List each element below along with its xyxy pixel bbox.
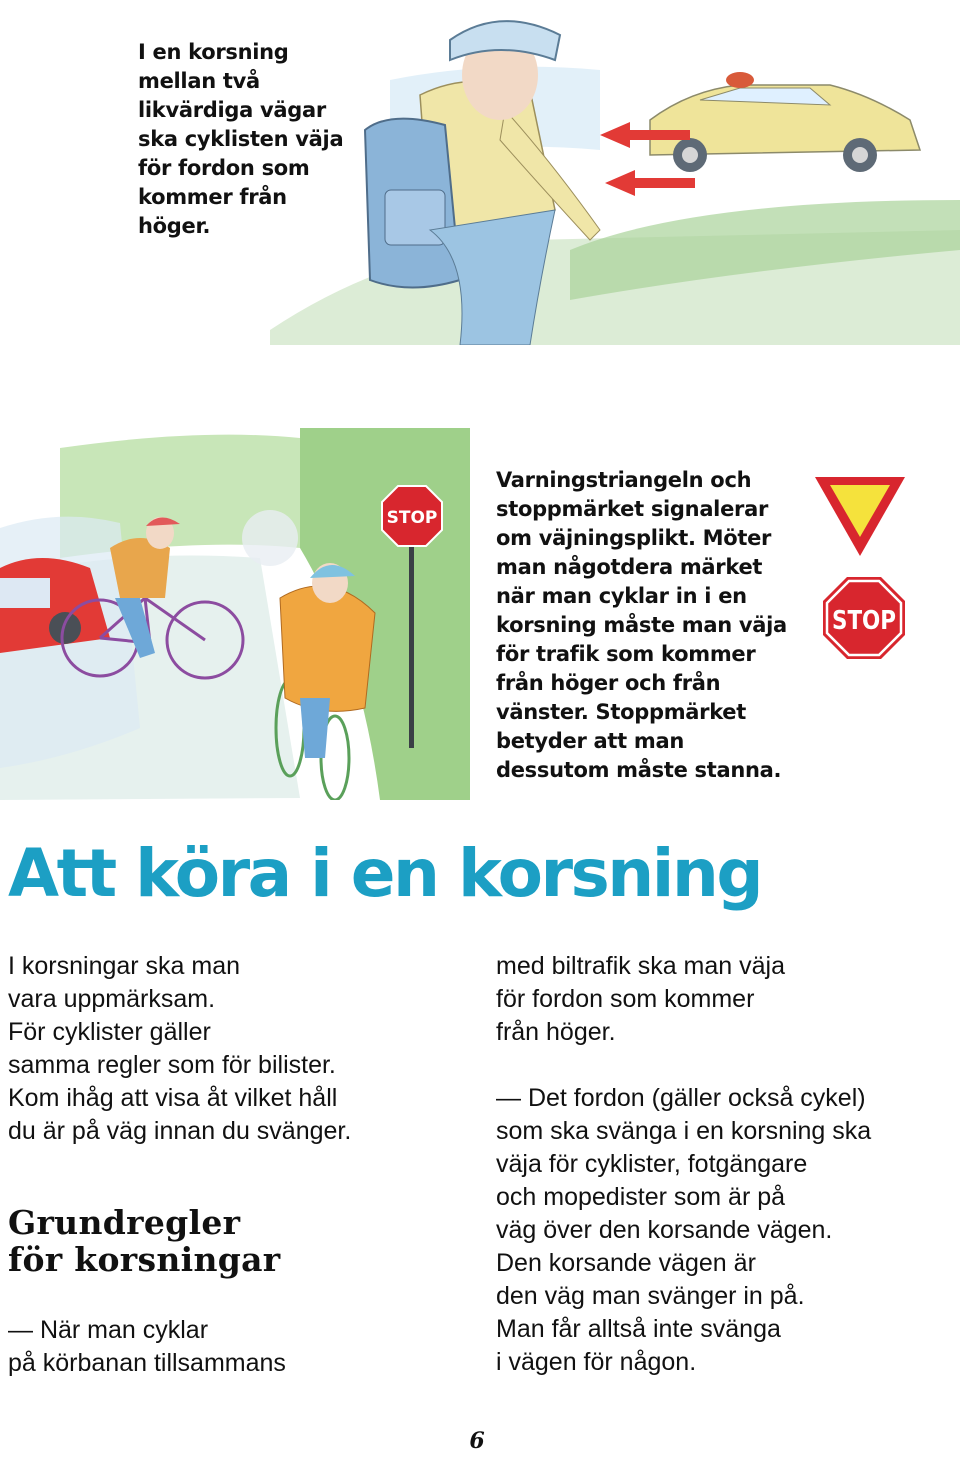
rule-line: för fordon som kommer bbox=[496, 985, 755, 1013]
turning-rule-line: väja för cyklister, fotgängare bbox=[496, 1150, 808, 1178]
intro-line: vara uppmärksam. bbox=[8, 985, 216, 1013]
mid-caption-line: betyder att man bbox=[496, 729, 685, 753]
yield-sign-icon bbox=[812, 474, 908, 560]
turning-rule-line: Man får alltså inte svänga bbox=[496, 1315, 781, 1343]
mid-caption-line: om väjningsplikt. Möter bbox=[496, 526, 772, 550]
intro-line: du är på väg innan du svänger. bbox=[8, 1117, 352, 1145]
mid-caption-line: dessutom måste stanna. bbox=[496, 758, 782, 782]
turning-rule-line: den väg man svänger in på. bbox=[496, 1282, 805, 1310]
rule-line: med biltrafik ska man väja bbox=[496, 952, 786, 980]
mid-caption-line: från höger och från bbox=[496, 671, 721, 695]
rule-line: på körbanan tillsammans bbox=[8, 1349, 286, 1377]
mid-caption-line: korsning måste man väja bbox=[496, 613, 787, 637]
mid-caption-line: när man cyklar in i en bbox=[496, 584, 747, 608]
intro-line: För cyklister gäller bbox=[8, 1018, 211, 1046]
rule-line: — När man cyklar bbox=[8, 1316, 209, 1344]
top-caption-line: likvärdiga vägar bbox=[138, 98, 326, 122]
turning-rule-line: som ska svänga i en korsning ska bbox=[496, 1117, 872, 1145]
turning-rule-line: väg över den korsande vägen. bbox=[496, 1216, 833, 1244]
top-caption-line: höger. bbox=[138, 214, 211, 238]
section-heading bbox=[8, 1204, 368, 1278]
turning-rule-line: Den korsande vägen är bbox=[496, 1249, 756, 1277]
intersection-illustration bbox=[0, 428, 470, 800]
top-caption-line: för fordon som bbox=[138, 156, 310, 180]
turning-rule-line: och mopedister som är på bbox=[496, 1183, 786, 1211]
section-heading-line: för korsningar bbox=[8, 1240, 281, 1279]
post-stop-sign-text: STOP bbox=[386, 508, 438, 528]
mid-caption bbox=[496, 466, 816, 785]
section-heading-line: Grundregler bbox=[8, 1203, 241, 1242]
top-caption-line: kommer från bbox=[138, 185, 287, 209]
intro-paragraph bbox=[8, 950, 448, 1148]
rule-line: från höger. bbox=[496, 1018, 616, 1046]
page-title: Att köra i en korsning bbox=[8, 835, 762, 912]
mid-caption-line: för trafik som kommer bbox=[496, 642, 756, 666]
intro-line: samma regler som för bilister. bbox=[8, 1051, 336, 1079]
mid-caption-line: man någotdera märket bbox=[496, 555, 763, 579]
stop-sign-icon bbox=[822, 576, 906, 660]
intro-line: I korsningar ska man bbox=[8, 952, 241, 980]
top-caption-line: mellan två bbox=[138, 69, 260, 93]
rule-paragraph-start bbox=[8, 1314, 448, 1380]
mid-caption-line: stoppmärket signalerar bbox=[496, 497, 769, 521]
turning-rule-paragraph bbox=[496, 1082, 936, 1379]
stop-sign-text: STOP bbox=[832, 606, 896, 636]
top-caption-line: ska cyklisten väja bbox=[138, 127, 344, 151]
intro-line: Kom ihåg att visa åt vilket håll bbox=[8, 1084, 338, 1112]
mid-caption-line: vänster. Stoppmärket bbox=[496, 700, 746, 724]
top-caption-line: I en korsning bbox=[138, 40, 289, 64]
rule-paragraph-continued bbox=[496, 950, 936, 1049]
turning-rule-line: i vägen för någon. bbox=[496, 1348, 697, 1376]
turning-rule-line: — Det fordon (gäller också cykel) bbox=[496, 1084, 866, 1112]
mid-caption-line: Varningstriangeln och bbox=[496, 468, 752, 492]
page-number: 6 bbox=[469, 1428, 485, 1454]
cyclist-yielding-illustration bbox=[270, 0, 960, 345]
